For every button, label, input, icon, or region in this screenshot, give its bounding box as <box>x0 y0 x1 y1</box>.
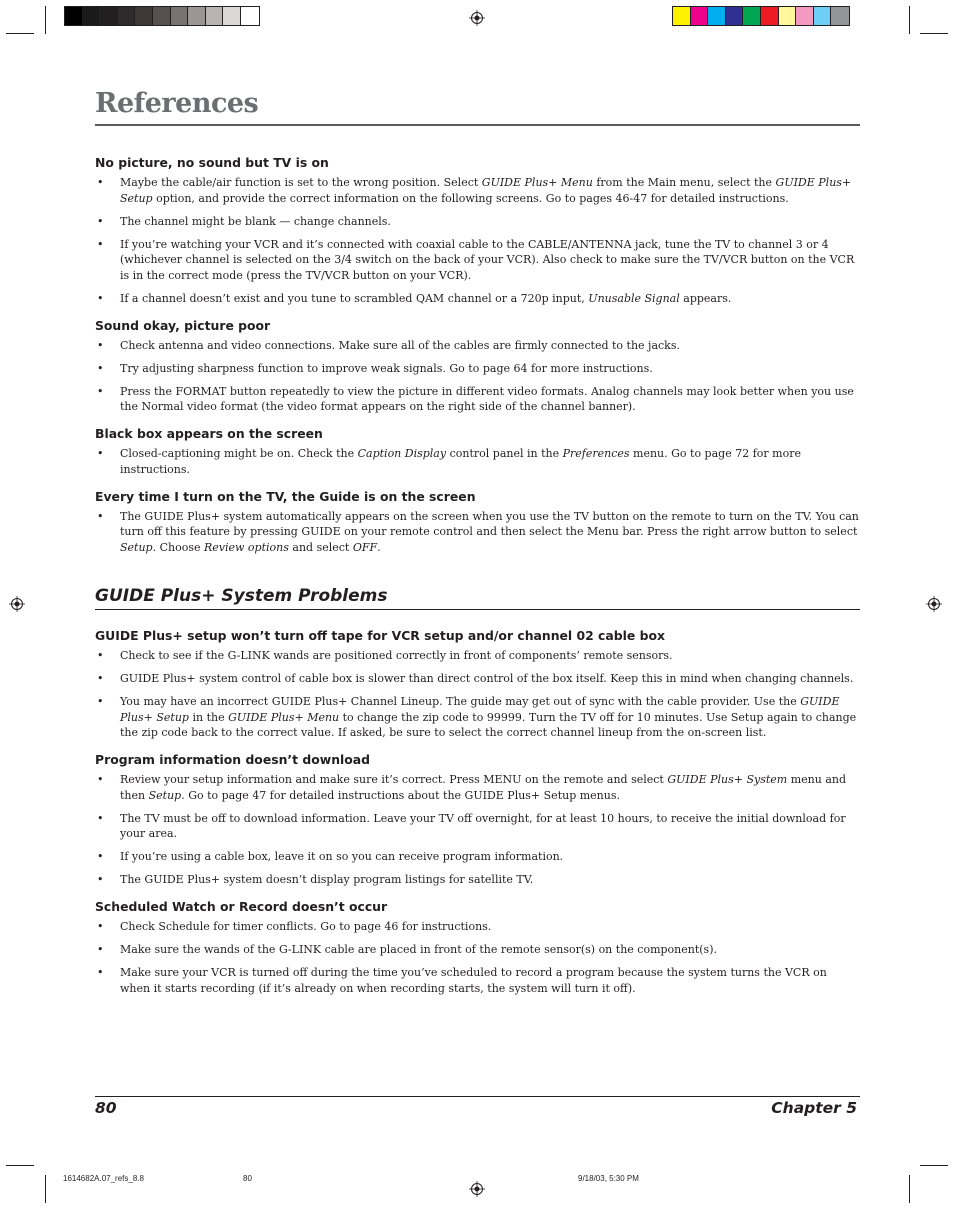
color-swatch <box>691 7 709 25</box>
text-run: The GUIDE Plus+ system automatically appears on the screen when you use the TV button on the remote to turn on the TV. You can turn off this feature by pressing GUIDE on your remote control and then select the Menu bar. Press the right arrow button to select <box>120 509 859 538</box>
registration-mark-icon <box>469 1181 485 1197</box>
italic-term: GUIDE Plus+ Setup <box>120 176 852 205</box>
color-swatch <box>135 7 153 25</box>
list-item <box>95 361 860 377</box>
color-swatch <box>65 7 83 25</box>
text-run: The channel might be blank — change channels. <box>120 214 391 228</box>
bullet-list <box>95 648 860 741</box>
crop-mark <box>45 6 46 34</box>
references-sections <box>95 155 860 567</box>
italic-term: GUIDE Plus+ System <box>667 773 788 786</box>
crop-mark <box>920 1165 948 1166</box>
slug-page: 80 <box>243 1174 252 1183</box>
list-item <box>95 872 860 888</box>
spacer <box>95 563 860 567</box>
section-heading: Sound okay, picture poor <box>95 317 271 333</box>
text-run: Review your setup information and make sure it’s correct. Press MENU on the remote and select <box>120 773 668 786</box>
bullet-list <box>95 919 860 996</box>
section-heading: GUIDE Plus+ setup won’t turn off tape for VCR setup and/or channel 02 cable box <box>95 628 665 643</box>
list-item <box>95 291 860 307</box>
text-run: Check Schedule for timer conflicts. Go to page 46 for instructions. <box>120 920 492 933</box>
registration-mark-icon <box>9 596 25 612</box>
text-run: and select <box>288 540 353 554</box>
slug-filename: 1614682A.07_refs_8.8 <box>63 1174 144 1183</box>
crop-mark <box>45 1175 46 1203</box>
color-swatch <box>223 7 241 25</box>
text-run: Check antenna and video connections. Make sure all of the cables are firmly connected to the jacks. <box>120 338 680 352</box>
list-item <box>95 175 860 206</box>
bullet-list <box>95 338 860 415</box>
page-title: References <box>95 88 259 119</box>
text-run: appears. <box>679 291 732 305</box>
text-run: to change the zip code to 99999. Turn the TV off for 10 minutes. Use Setup again to change the zip code back to the correct value. If asked, be sure to select the correct channel lineup from the on-screen list. <box>120 710 857 739</box>
color-swatch <box>241 7 259 25</box>
bullet-list <box>95 175 860 306</box>
color-swatch <box>796 7 814 25</box>
italic-term: Preferences <box>562 447 630 460</box>
list-item <box>95 811 860 842</box>
text-run: menu. Go to page 72 for more instructions. <box>120 447 801 476</box>
text-run: Try adjusting sharpness function to improve weak signals. Go to page 64 for more instructions. <box>120 361 653 375</box>
text-run: Check to see if the G-LINK wands are positioned correctly in front of components’ remote sensors. <box>120 649 673 662</box>
color-swatch <box>188 7 206 25</box>
registration-mark-icon <box>469 10 485 26</box>
list-item <box>95 648 860 664</box>
text-run: If you’re watching your VCR and it’s connected with coaxial cable to the CABLE/ANTENNA jack, tune the TV to channel 3 or 4 (whichever channel is selected on the 3/4 switch on the back of your VCR). Also check to make sure the TV/VCR button on the VCR is in the correct mode (press the TV/VCR button on your VCR). <box>120 237 855 282</box>
page-number: 80 <box>95 1099 117 1117</box>
italic-term: GUIDE Plus+ Menu <box>481 176 593 189</box>
color-swatch <box>726 7 744 25</box>
color-swatch <box>761 7 779 25</box>
italic-term: Setup <box>148 788 182 802</box>
color-swatch <box>673 7 691 25</box>
italic-term: Setup <box>120 540 153 554</box>
text-run: in the <box>188 710 229 724</box>
italic-term: GUIDE Plus+ Setup <box>120 695 840 724</box>
color-swatch <box>779 7 797 25</box>
crop-mark <box>6 1165 34 1166</box>
text-run: . <box>377 540 381 554</box>
text-run: You may have an incorrect GUIDE Plus+ Channel Lineup. The guide may get out of sync with the cable provider. Use the <box>120 695 801 708</box>
section-heading: No picture, no sound but TV is on <box>95 155 329 170</box>
section-heading: Scheduled Watch or Record doesn’t occur <box>95 899 388 914</box>
color-swatch <box>83 7 101 25</box>
section-heading: Program information doesn’t download <box>95 752 371 767</box>
crop-mark <box>920 33 948 34</box>
list-item <box>95 446 860 477</box>
list-item <box>95 338 860 354</box>
bullet-list <box>95 446 860 477</box>
slug-date: 9/18/03, 5:30 PM <box>578 1174 639 1183</box>
italic-term: Unusable Signal <box>588 291 680 305</box>
text-run: If you’re using a cable box, leave it on so you can receive program information. <box>120 850 564 863</box>
color-swatch <box>100 7 118 25</box>
list-item <box>95 509 860 556</box>
list-item <box>95 694 860 741</box>
crop-mark <box>909 6 910 34</box>
color-swatch <box>118 7 136 25</box>
italic-term: OFF <box>352 540 378 554</box>
list-item <box>95 671 860 687</box>
italic-term: GUIDE Plus+ Menu <box>228 710 340 724</box>
color-swatch <box>814 7 832 25</box>
color-swatch <box>206 7 224 25</box>
list-item <box>95 384 860 415</box>
text-run: Closed-captioning might be on. Check the <box>120 447 358 460</box>
text-run: Make sure the wands of the G-LINK cable are placed in front of the remote sensor(s) on the component(s). <box>120 943 717 956</box>
text-run: If a channel doesn’t exist and you tune to scrambled QAM channel or a 720p input, <box>120 291 589 305</box>
text-run: Maybe the cable/air function is set to the wrong position. Select <box>120 176 482 189</box>
color-swatch <box>171 7 189 25</box>
title-rule <box>95 124 860 126</box>
text-run: The GUIDE Plus+ system doesn’t display program listings for satellite TV. <box>120 873 534 886</box>
list-item <box>95 965 860 996</box>
system-problems-sections <box>95 628 860 1008</box>
footer-rule <box>95 1096 860 1097</box>
text-run: The TV must be off to download information. Leave your TV off overnight, for at least 10 hours, to receive the initial download for your area. <box>120 811 846 840</box>
text-run: . Choose <box>152 540 204 554</box>
text-run: menu and then <box>120 773 847 802</box>
bullet-list <box>95 509 860 556</box>
list-item <box>95 849 860 865</box>
section-heading: Every time I turn on the TV, the Guide is on the screen <box>95 488 476 504</box>
color-swatch <box>708 7 726 25</box>
text-run: from the Main menu, select the <box>592 176 776 189</box>
text-run: option, and provide the correct information on the following screens. Go to pages 46-47 for detailed instructions. <box>152 191 789 205</box>
text-run: Make sure your VCR is turned off during the time you’ve scheduled to record a program because the system turns the VCR on when it starts recording (if it’s already on when recording starts, the system will turn it off). <box>120 966 827 995</box>
list-item <box>95 942 860 958</box>
process-color-bar <box>672 6 850 26</box>
crop-mark <box>6 33 34 34</box>
color-swatch <box>153 7 171 25</box>
text-run: control panel in the <box>446 447 563 460</box>
registration-mark-icon <box>926 596 942 612</box>
section-title: GUIDE Plus+ System Problems <box>95 586 388 606</box>
italic-term: Review options <box>203 540 289 554</box>
list-item <box>95 772 860 803</box>
grayscale-color-bar <box>64 6 260 26</box>
text-run: . Go to page 47 for detailed instructions about the GUIDE Plus+ Setup menus. <box>181 788 620 802</box>
bullet-list <box>95 772 860 888</box>
list-item <box>95 214 860 230</box>
spacer <box>95 1004 860 1008</box>
text-run: GUIDE Plus+ system control of cable box is slower than direct control of the box itself. Keep this in mind when changing channels. <box>120 672 854 685</box>
color-swatch <box>743 7 761 25</box>
crop-mark <box>909 1175 910 1203</box>
color-swatch <box>831 7 849 25</box>
section-heading: Black box appears on the screen <box>95 426 323 441</box>
chapter-label: Chapter 5 <box>771 1099 857 1117</box>
list-item <box>95 919 860 935</box>
text-run: Press the FORMAT button repeatedly to view the picture in different video formats. Analog channels may look better when you use the Normal video format (the video format appears on the right side of the channel banner). <box>120 384 854 413</box>
system-problems-header <box>95 585 860 608</box>
italic-term: Caption Display <box>357 447 447 460</box>
list-item <box>95 237 860 284</box>
section-rule <box>95 609 860 610</box>
